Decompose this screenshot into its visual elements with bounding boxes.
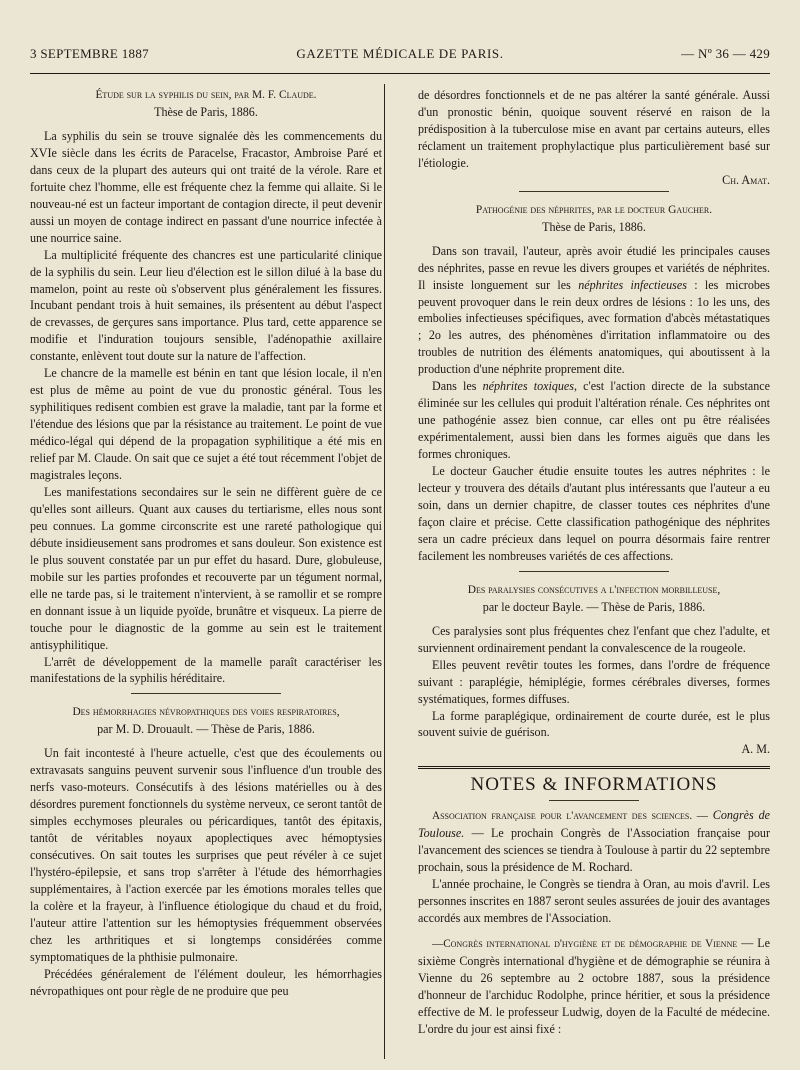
article-heading: Des hémorrhagies névropathiques des voies respiratoires, — [72, 706, 340, 719]
news-heading: —Congrès international d'hygiène et de démographie de Vienne — [432, 937, 738, 950]
header-rule — [30, 73, 770, 74]
article-header-nephrites — [418, 202, 770, 236]
paragraph-continuation: de désordres fonctionnels et de ne pas altérer la santé générale. Aussi d'un pronostic bénin, quoique souvent réservé en raison de la prédisposition à la tuberculose mise en avant par certains auteurs, elles réclament un traitement prophylactique plus particulièrement basé sur l'étiologie. — [418, 88, 770, 170]
article-header-syphilis — [30, 87, 382, 121]
issue-page-number: — Nº 36 — 429 — [681, 46, 770, 61]
italic-term: néphrites infectieuses — [578, 277, 687, 292]
paragraph: La multiplicité fréquente des chancres est une particularité clinique de la syphilis du sein. Leur lieu d'élection est le sillon dilué à la base du mamelon, point au reste où s'observent plus généralement les fissures. Incubant pendant trois à huit semaines, ils présentent au début l'aspect de crevasses, de gerçures sans importance. Plus tard, cette apparence se modifie et l'induration toujours sensible, l'adénopathie axillaire constante, enlèvent tout doute sur la nature de l'affection. — [30, 247, 382, 364]
journal-title: GAZETTE MÉDICALE DE PARIS. — [296, 46, 504, 61]
italic-term: néphrites toxiques — [482, 379, 575, 394]
notes-title-rule — [549, 800, 639, 801]
paragraph: L'année prochaine, le Congrès se tiendra à Oran, au mois d'avril. Les personnes inscrites en 1887 seront seules assurées de jouir des avantages accordés aux membres de l'Association. — [418, 877, 770, 926]
article-header-hemorrhagies — [30, 704, 382, 738]
text-run: Dans les — [432, 379, 483, 394]
article-separator — [131, 693, 281, 694]
article-header-paralysies — [418, 582, 770, 616]
paragraph: La forme paraplégique, ordinairement de courte durée, est le plus souvent suivie de guérison. — [418, 708, 770, 740]
article-heading: Étude sur la syphilis du sein, par M. F. Claude. — [95, 89, 317, 101]
article-heading: Des paralysies consécutives a l'infection morbilleuse, — [467, 583, 721, 596]
paragraph: Le docteur Gaucher étudie ensuite toutes les autres néphrites : le lecteur y trouvera des détails d'autant plus intéressants que l'auteur a eu soin, dans un dernier chapitre, de classer toutes ces néphrites d'une façon claire et précise. Cette classification pathogénique des néphrites sera un cadre précieux dans lequel on pourra désormais faire rentrer facilement les nombreuses variétés de ces affections. — [418, 464, 770, 563]
running-head — [30, 46, 770, 66]
paragraph: L'arrêt de développement de la mamelle paraît caractériser les manifestations de la syphilis héréditaire. — [30, 654, 382, 686]
paragraph — [418, 243, 770, 379]
article-subheading: par le docteur Bayle. — Thèse de Paris, 1886. — [482, 599, 706, 614]
article-separator — [519, 571, 669, 572]
text-run: — Le prochain Congrès de l'Association française pour l'avancement des sciences se tiendra à Toulouse à partir du 22 septembre prochain, sous la présidence de M. Rochard. — [418, 826, 770, 875]
text-run: : les microbes peuvent provoquer dans le rein deux ordres de lésions : 1o les uns, des embolies infectieuses spécifiques, avec formation d'abcès métastatiques ; 2o les autres, des phénomènes d'irritation inflammatoire ou des troubles de nutrition des éléments anatomiques, qui aboutissent à la production d'une néphrite proprement dite. — [418, 277, 771, 377]
right-column — [418, 87, 770, 1038]
notes-section-title: NOTES & INFORMATIONS — [470, 774, 718, 796]
author-signature: Ch. Amat. — [722, 172, 770, 187]
paragraph: Le chancre de la mamelle est bénin en tant que lésion locale, il n'en est plus de même au point de vue du pronostic général. Tous les syphilitiques redisent combien est grave la maladie, tant par la forme et l'étendue des lésions que par la résistance au traitement. Le point de vue médico-légal qui dépend de la propagation syphilitique a été mis en relief par M. Claude. On sait que ce sujet a été tout récemment l'objet de magistrales leçons. — [30, 366, 382, 483]
article-separator — [519, 191, 669, 192]
news-item — [418, 807, 770, 876]
author-signature: A. M. — [741, 742, 770, 757]
spacer — [418, 927, 770, 935]
paragraph: Elles peuvent revêtir toutes les formes, dans l'ordre de fréquence suivant : paraplégie, hémiplégie, formes cérébrales diverses, formes systématiques, formes diffuses. — [418, 657, 770, 706]
paragraph: Précédées généralement de l'élément douleur, les hémorrhagies névropathiques ont pour règle de ne produire que peu — [30, 966, 382, 998]
paragraph: Ces paralysies sont plus fréquentes chez l'enfant que chez l'adulte, et surviennent ordinairement pendant la convalescence de la rougeole. — [418, 623, 770, 655]
paragraph: La syphilis du sein se trouve signalée dès les commencements du XVIe siècle dans les écrits de Paracelse, Fracastor, Ambroise Paré et dans ceux de la plupart des auteurs qui ont traité de la vérole. Rare et fortuite chez l'homme, elle est fréquente chez la femme qui allaite. Si le nouveau-né est un facteur important de contagion directe, il peut devenir aussi un moyen de contage indirect en passant d'une nourrice infectée à une nourrice saine. — [30, 128, 382, 245]
left-column — [30, 87, 382, 1000]
article-subheading: par M. D. Drouault. — Thèse de Paris, 1886. — [97, 722, 315, 737]
text-run: , c'est l'action directe de la substance éliminée sur les cellules qui produit l'altération rénale. Ces néphrites ont une pathogénie assez bien connue, car elles ont pu être réalisées expérimentalement, aussi bien dans les formes aiguës que dans les formes chroniques. — [418, 379, 770, 462]
text-run: — Le sixième Congrès international d'hygiène et de démographie se réunira à Vienne du 26 septembre au 2 octobre 1887, sous la présidence d'honneur de l'archiduc Rodolphe, prince héritier, et sous la présidence effective de M. le professeur Ludwig, doyen de la Faculté de médecine. L'ordre du jour est ainsi fixé : — [418, 935, 770, 1036]
news-heading: Association française pour l'avancement des sciences. — — [432, 810, 708, 823]
news-subheading: Congrès de Toulouse. — [418, 808, 771, 841]
article-heading: Pathogénie des néphrites, par le docteur Gaucher. — [475, 203, 713, 216]
article-subheading: Thèse de Paris, 1886. — [154, 105, 258, 119]
paragraph: Les manifestations secondaires sur le sein ne diffèrent guère de ce qu'elles sont ailleurs. Quant aux causes du tertiarisme, elles nous sont peu connues. La gomme circonscrite est une rareté pathologique qui débute insidieusement sans prodromes et sans douleur. Son existence est le plus souvent constatée par un pur effet du hasard. Dure, globuleuse, mobile sur les parties profondes et recouverte par un tégument normal, elle ne tarde pas, si le traitement n'intervient, à se ramollir et se rompre en donnant issue à un liquide pyoïde, brunâtre et visqueux. La pierre de touche pour le diagnostic de la gomme au sein est le traitement antisyphilitique. — [30, 484, 382, 652]
text-run: Dans son travail, l'auteur, après avoir étudié les principales causes des néphrites, passe en revue les divers groupes et variétés de néphrites. Il insiste longuement sur les — [418, 243, 770, 292]
paragraph: Un fait incontesté à l'heure actuelle, c'est que des écoulements ou extravasats sanguins peuvent survenir sous l'influence d'un trouble des nerfs vaso-moteurs. Consécutifs à des lésions matérielles ou à des désordres purement fonctionnels du système nerveux, ce seront tantôt de simples ecchymoses pleurales ou péricardiques, tantôt des épitaxis, tantôt de véritables noyaux apoplectiques avec hémoptysies consécutives. On sait toutes les surprises que peut révéler à ce sujet l'hystéro-épilepsie, et sans trop s'arrêter à l'étude des hémorrhagies supplémentaires, à l'action exercée par les émotions morales telles que la colère et la frayeur, à l'influence étiologique du chaud et du froid, l'auteur attire l'attention sur les hémoptysies fréquemment observées chez les arthritiques et si longtemps considérées comme symptomatiques de la phthisie pulmonaire. — [30, 746, 382, 964]
column-divider — [384, 84, 385, 1059]
section-double-rule — [418, 766, 770, 769]
article-subheading: Thèse de Paris, 1886. — [542, 219, 646, 234]
paragraph — [418, 378, 770, 463]
issue-date: 3 SEPTEMBRE 1887 — [30, 46, 149, 61]
news-item — [418, 935, 770, 1038]
